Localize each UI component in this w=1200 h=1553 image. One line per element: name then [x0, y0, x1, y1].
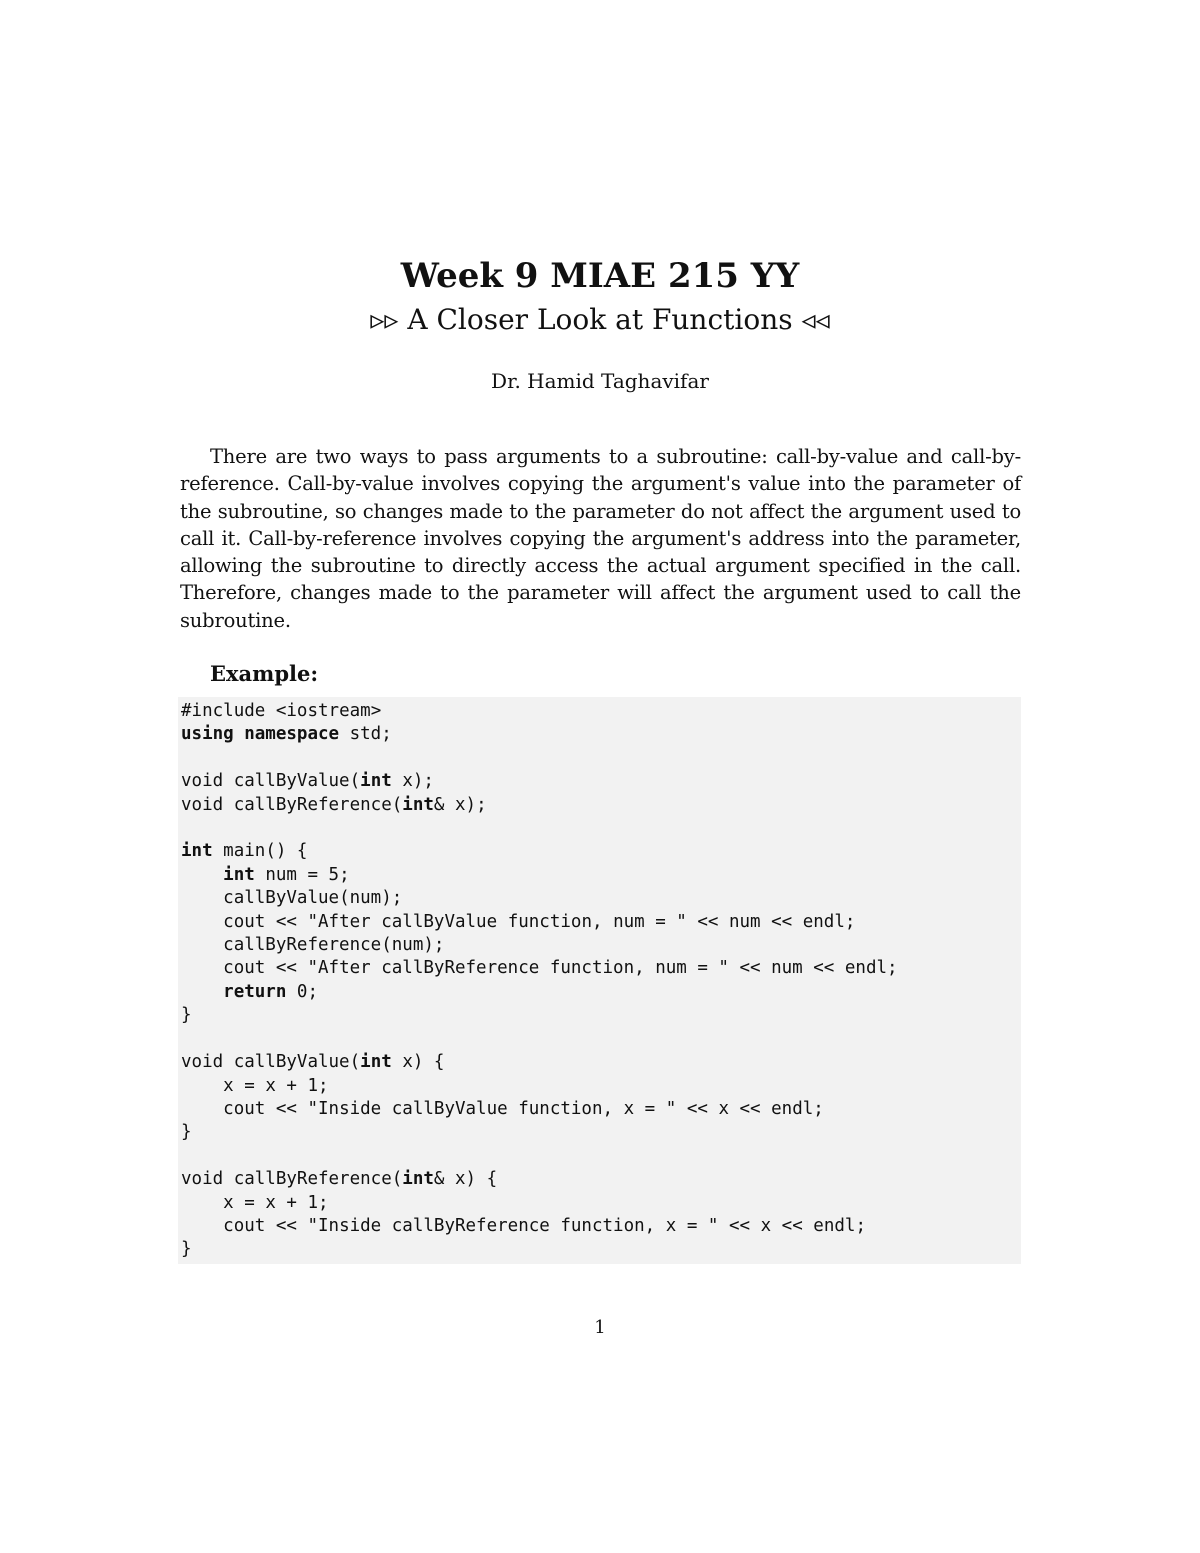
author-name: Dr. Hamid Taghavifar — [491, 369, 709, 393]
example-heading: Example: — [210, 661, 319, 686]
code-line: void callByReference(int& x) { — [181, 1169, 498, 1190]
code-line: void callByValue(int x); — [181, 771, 434, 792]
code-line: cout << "Inside callByValue function, x = " << x << endl; — [223, 1098, 824, 1119]
code-block — [178, 697, 1021, 1264]
code-line: callByReference(num); — [223, 935, 445, 956]
code-line: void callByReference(int& x); — [181, 794, 487, 815]
intro-paragraph: There are two ways to pass arguments to a subroutine: call-by-value and call-by-reference. Call-by-value involves copying the argument's value into the parameter of the subroutine, so changes made to the parameter do not affect the argument used to call it. Call-by-reference involves copying the argument's address into the parameter, allowing the subroutine to directly access the actual argument specified in the call. Therefore, changes made to the parameter will affect the argument used to call the subroutine. — [180, 445, 1021, 632]
code-line: x = x + 1; — [223, 1075, 329, 1096]
code-line: #include <iostream> — [181, 701, 382, 721]
code-line: callByValue(num); — [223, 888, 403, 909]
document-title: Week 9 MIAE 215 YY — [400, 256, 800, 296]
code-line: int num = 5; — [223, 864, 350, 885]
code-line: cout << "After callByReference function, num = " << num << endl; — [223, 958, 898, 979]
code-line: } — [181, 1005, 192, 1026]
page-number: 1 — [594, 1317, 606, 1338]
code-line: } — [181, 1122, 192, 1143]
code-line: return 0; — [223, 981, 318, 1002]
code-line: int main() { — [181, 841, 308, 862]
code-line: cout << "After callByValue function, num = " << num << endl; — [223, 911, 856, 932]
code-line: cout << "Inside callByReference function, x = " << x << endl; — [223, 1215, 866, 1236]
code-line: } — [181, 1239, 192, 1260]
code-line: using namespace std; — [181, 724, 392, 745]
code-line: void callByValue(int x) { — [181, 1052, 445, 1073]
code-line: x = x + 1; — [223, 1192, 329, 1213]
document-subtitle: ▹▹ A Closer Look at Functions ◃◃ — [370, 303, 830, 336]
code-listing — [181, 700, 898, 1262]
